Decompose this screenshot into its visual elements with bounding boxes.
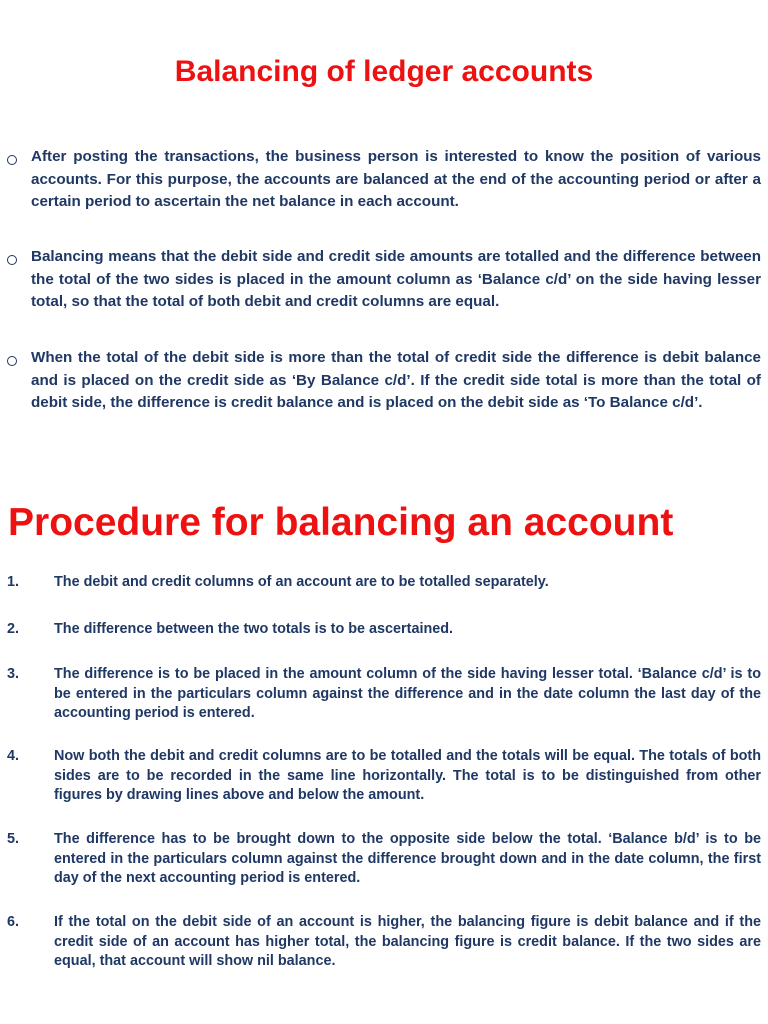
bullet-text: After posting the transactions, the business person is interested to know the position of various accounts. For this purpose, the accounts are balanced at the end of the accounting period or after a certain period to ascertain the net balance in each account.: [31, 148, 761, 210]
step-number: 5.: [7, 831, 20, 847]
bullet-circle-icon: [7, 255, 17, 265]
step-text: The difference is to be placed in the amount column of the side having lesser total. ‘Balance c/d’ is to be entered in the particulars column against the difference and in the date column the last day of the accounting period is entered.: [54, 666, 761, 721]
step-text: The difference has to be brought down to the opposite side below the total. ‘Balance b/d’ is to be entered in the particulars column against the difference brought down and in the date column, the first day of the next accounting period is entered.: [54, 831, 761, 886]
step-number: 4.: [7, 748, 20, 764]
step-number: 2.: [7, 621, 20, 637]
bullet-text: Balancing means that the debit side and credit side amounts are totalled and the difference between the total of the two sides is placed in the amount column as ‘Balance c/d’ on the side having lesser total, so that the total of both debit and credit columns are equal.: [31, 248, 761, 310]
bullet-text: When the total of the debit side is more than the total of credit side the difference is debit balance and is placed on the credit side as ‘By Balance c/d’. If the credit side total is more than the total of debit side, the difference is credit balance and is placed on the debit side as ‘To Balance c/d’.: [31, 349, 761, 411]
step-text: The debit and credit columns of an account are to be totalled separately.: [54, 574, 549, 590]
section-title-balancing: Balancing of ledger accounts: [174, 55, 594, 88]
step-number: 6.: [7, 914, 20, 930]
bullet-circle-icon: [7, 155, 17, 165]
step-number: 1.: [7, 574, 20, 590]
section-title-procedure: Procedure for balancing an account: [8, 501, 674, 544]
step-text: The difference between the two totals is to be ascertained.: [54, 621, 454, 637]
step-text: If the total on the debit side of an account is higher, the balancing figure is debit balance and if the credit side of an account has higher total, the balancing figure is credit balance. If the two sides are equal, that account will show nil balance.: [54, 914, 761, 969]
step-number: 3.: [7, 666, 20, 682]
step-text: Now both the debit and credit columns are to be totalled and the totals will be equal. The totals of both sides are to be recorded in the same line horizontally. The total is to be distinguished from other figures by drawing lines above and below the amount.: [54, 748, 761, 803]
bullet-circle-icon: [7, 356, 17, 366]
